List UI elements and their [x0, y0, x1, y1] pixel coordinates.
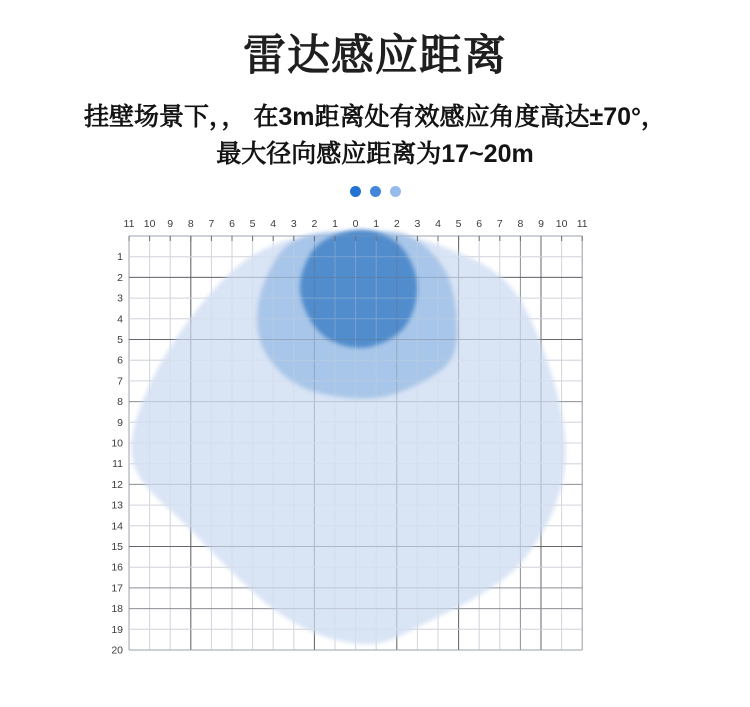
y-tick-label: 14	[111, 520, 123, 533]
x-tick-label: 10	[143, 218, 156, 230]
y-tick-label: 20	[111, 644, 123, 657]
coverage-zones	[132, 230, 566, 644]
y-tick-label: 11	[112, 458, 123, 471]
carousel-dot-3[interactable]	[390, 186, 401, 197]
y-tick-label: 4	[117, 313, 123, 326]
x-tick-label: 1	[373, 218, 380, 230]
x-tick-label: 6	[476, 218, 483, 230]
y-tick-label: 15	[111, 541, 123, 553]
x-tick-label: 4	[270, 218, 277, 230]
y-tick-label: 10	[111, 437, 123, 450]
y-tick-label: 3	[117, 292, 123, 305]
x-tick-label: 3	[414, 218, 421, 230]
y-tick-label: 6	[117, 354, 123, 367]
subtitle-line-2: 最大径向感应距离为17~20m	[216, 140, 534, 168]
y-tick-label: 9	[117, 416, 123, 429]
core-zone	[300, 230, 418, 348]
y-tick-label: 2	[117, 271, 123, 284]
subtitle-line-1: 挂壁场景下，， 在3m距离处有效感应角度高达±70°，	[83, 103, 667, 131]
y-tick-label: 16	[111, 561, 123, 574]
y-tick-label: 12	[111, 478, 123, 491]
x-tick-label: 0	[352, 218, 359, 230]
x-tick-label: 11	[123, 218, 135, 230]
y-tick-label: 19	[111, 623, 123, 636]
carousel-dot-1[interactable]	[350, 186, 361, 197]
carousel-dot-2[interactable]	[370, 186, 381, 197]
y-tick-label: 5	[117, 334, 123, 346]
x-tick-label: 1	[332, 218, 338, 230]
x-tick-label: 9	[538, 218, 544, 230]
x-axis-labels	[124, 218, 588, 230]
y-axis-labels	[111, 251, 123, 656]
grid-lines	[129, 236, 582, 650]
x-tick-label: 10	[555, 218, 568, 230]
y-tick-label: 7	[117, 375, 123, 388]
x-tick-label: 2	[311, 218, 318, 230]
x-tick-label: 6	[229, 218, 235, 230]
subtitle	[0, 99, 750, 173]
x-tick-label: 3	[290, 218, 297, 230]
x-tick-label: 5	[249, 218, 256, 230]
x-tick-label: 7	[496, 218, 503, 230]
max-range-zone	[132, 233, 566, 644]
page-title: 雷达感应距离	[243, 32, 507, 80]
mid-intensity-zone	[257, 232, 457, 399]
x-axis-ticks	[129, 236, 582, 241]
grid-overlay	[129, 236, 582, 650]
x-tick-label: 8	[187, 218, 194, 230]
x-tick-label: 11	[576, 218, 588, 230]
x-tick-label: 4	[435, 218, 441, 230]
y-tick-label: 18	[111, 603, 123, 616]
x-tick-label: 8	[517, 218, 524, 230]
carousel-dots	[0, 186, 750, 197]
x-tick-label: 2	[393, 218, 400, 230]
x-tick-label: 7	[208, 218, 215, 230]
y-tick-label: 13	[111, 499, 123, 512]
y-tick-label: 17	[111, 582, 123, 595]
y-tick-label: 1	[117, 251, 123, 264]
y-tick-label: 8	[117, 396, 123, 409]
x-tick-label: 5	[455, 218, 462, 230]
x-tick-label: 9	[167, 218, 174, 230]
